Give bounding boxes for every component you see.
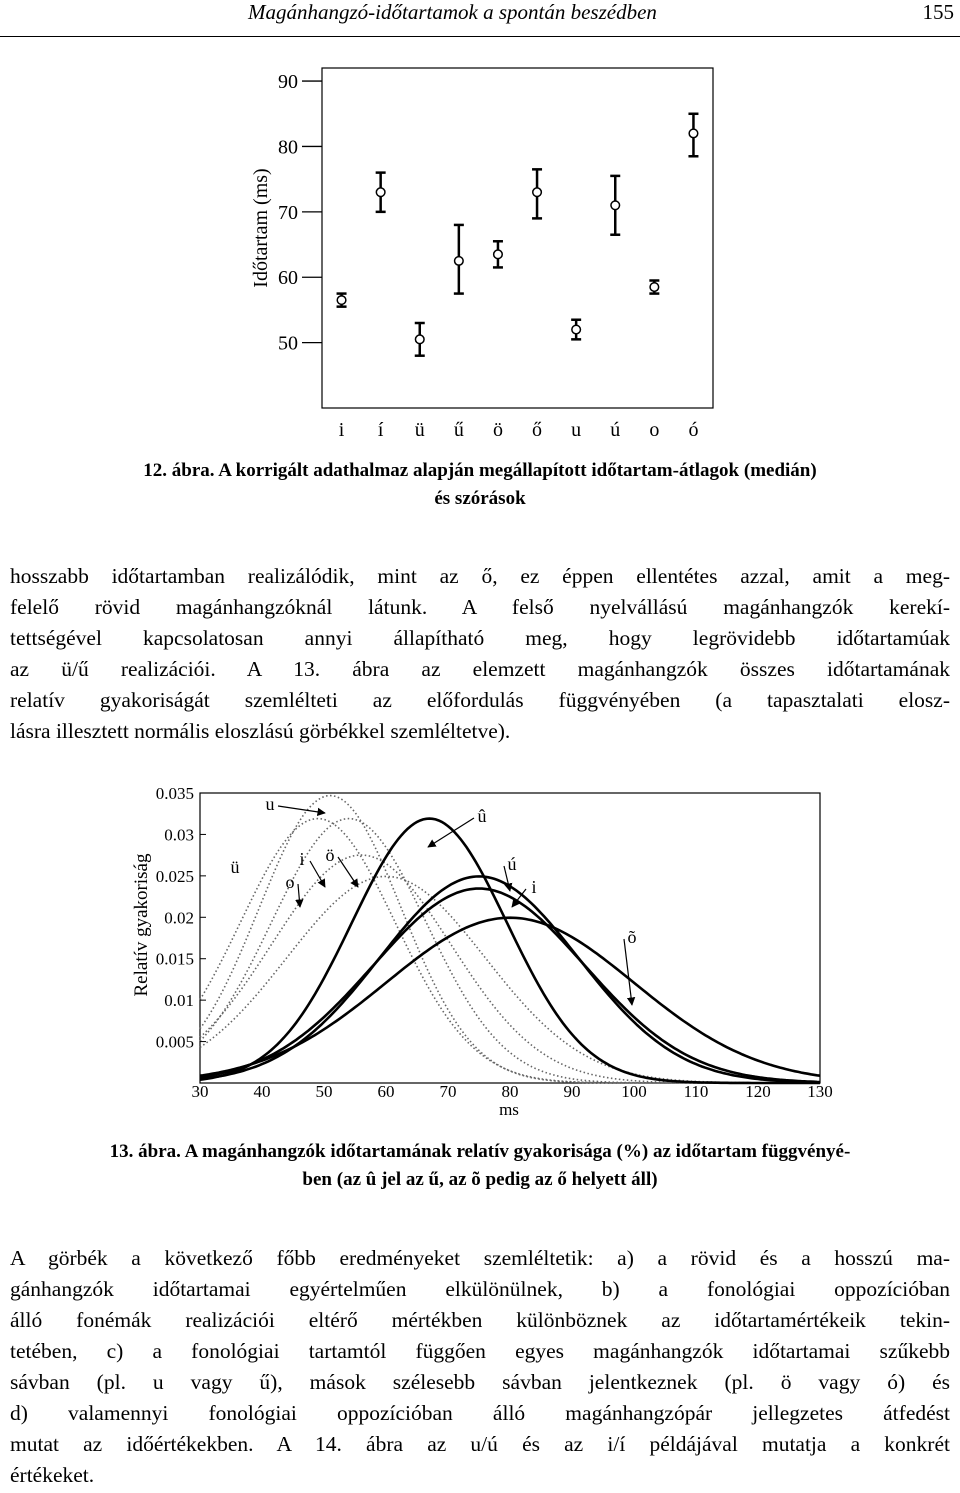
y-tick-label: 80	[278, 136, 298, 159]
median-point	[650, 283, 659, 292]
category-label: u	[571, 419, 582, 440]
category-label: ö	[492, 419, 503, 440]
figure-12-caption-line-2: és szórások	[434, 488, 526, 509]
figure-13-caption-line-2: ben (az û jel az ű, az õ pedig az ő helyett áll)	[302, 1169, 658, 1190]
paragraph-2-line: A görbék a következő főbb eredményeket szemléltetik: a) a rövid és a hosszú ma-	[10, 1246, 950, 1270]
distribution-curve	[200, 918, 820, 1076]
x-tick-label: 120	[745, 1082, 771, 1101]
paragraph-1-line: hosszabb időtartamban realizálódik, mint az ő, ez éppen ellentétes azzal, amit a meg-	[10, 564, 950, 588]
y-tick-label: 0.01	[164, 991, 194, 1011]
x-tick-label: 80	[501, 1082, 519, 1101]
y-tick-label: 0.005	[155, 1032, 194, 1052]
curve-label: û	[477, 806, 487, 826]
y-tick-label: 0.015	[155, 949, 194, 969]
curve-label-arrow	[624, 939, 632, 1005]
paragraph-1	[10, 561, 950, 747]
curve-label: ú	[507, 854, 517, 874]
x-tick-label: 100	[621, 1082, 647, 1101]
category-label: ú	[610, 419, 621, 440]
figure-12-y-axis-label: Időtartam (ms)	[250, 168, 272, 288]
category-label: ü	[414, 419, 425, 440]
y-tick-label: 50	[278, 332, 298, 355]
paragraph-2-line: d) valamennyi fonológiai oppozícióban álló magánhangzópár jellegzetes átfedést	[10, 1401, 950, 1425]
curve-label: ü	[230, 857, 240, 877]
paragraph-1-line: tettségével kapcsolatosan annyi állapítható meg, hogy legrövidebb időtartamúak	[10, 626, 950, 650]
category-label: i	[338, 419, 345, 440]
curve-label: ö	[325, 845, 335, 865]
figure-12-caption	[0, 457, 960, 513]
x-tick-label: 110	[683, 1082, 709, 1101]
median-point	[533, 188, 542, 197]
figure-12-chart	[230, 60, 720, 440]
paragraph-2-line: sávban (pl. u vagy ű), mások szélesebb sávban jelentkeznek (pl. ö vagy ó) és	[10, 1370, 950, 1394]
distribution-curve	[200, 876, 820, 1082]
figure-13-caption-line-1: 13. ábra. A magánhangzók időtartamának relatív gyakorisága (%) az időtartam függvényé-	[109, 1141, 851, 1162]
paragraph-1-line: az ü/ű realizációi. A 13. ábra az elemzett magánhangzók összes időtartamának	[10, 657, 950, 681]
x-tick-label: 130	[807, 1082, 833, 1101]
median-point	[572, 325, 581, 334]
paragraph-2-line: mutat az időértékekben. A 14. ábra az u/ú és az i/í példájával mutatja a konkrét	[10, 1432, 950, 1456]
median-point	[689, 129, 698, 138]
paragraph-1-line: lásra illesztett normális eloszlású görbékkel szemléltetve).	[10, 719, 511, 743]
paragraph-1-line: felelő rövid magánhangzóknál látunk. A felső nyelvállású magánhangzók kerekí-	[10, 595, 950, 619]
distribution-curve	[200, 796, 820, 1083]
category-label: o	[649, 419, 660, 440]
figure-13-y-axis-label: Relatív gyakoriság	[131, 853, 152, 997]
curve-label-arrow	[278, 806, 325, 813]
y-tick-label: 0.025	[155, 866, 194, 886]
paragraph-2-line: gánhangzók időtartamai egyértelműen elkülönülnek, b) a fonológiai oppozícióban	[10, 1277, 950, 1301]
figure-12-caption-line-1: 12. ábra. A korrigált adathalmaz alapján megállapított időtartam-átlagok (medián)	[143, 460, 817, 481]
running-title: Magánhangzó-időtartamok a spontán beszédben	[248, 0, 657, 24]
category-label: í	[377, 419, 384, 440]
curve-label-arrow	[338, 857, 358, 887]
y-tick-label: 90	[278, 71, 298, 94]
paragraph-2-line: álló fonémák realizációi eltérő mértékben különböznek az időtartamértékeik tekin-	[10, 1308, 950, 1332]
x-tick-label: 40	[253, 1082, 271, 1101]
x-tick-label: 70	[439, 1082, 457, 1101]
paragraph-2	[10, 1243, 950, 1491]
curve-label: i	[299, 849, 305, 869]
median-point	[376, 188, 385, 197]
y-tick-label: 60	[278, 267, 298, 290]
median-point	[494, 250, 503, 259]
curve-label: o	[285, 872, 295, 892]
paragraph-1-line: relatív gyakoriságát szemlélteti az előfordulás függvényében (a tapasztalati elosz-	[10, 688, 950, 712]
median-point	[455, 257, 464, 266]
median-point	[337, 296, 346, 305]
y-tick-label: 0.035	[155, 784, 194, 803]
curve-label: u	[265, 794, 275, 814]
y-tick-label: 70	[278, 201, 298, 224]
curve-label: õ	[627, 927, 637, 947]
curve-label: i	[531, 877, 537, 897]
x-tick-label: 60	[377, 1082, 395, 1101]
plot-frame	[200, 793, 820, 1083]
x-tick-label: 50	[315, 1082, 333, 1101]
y-tick-label: 0.02	[164, 908, 194, 928]
category-label: ő	[532, 419, 543, 440]
curve-label-arrow	[428, 818, 474, 847]
median-point	[611, 201, 620, 210]
distribution-curve	[200, 876, 820, 1083]
median-point	[415, 335, 424, 344]
page-header	[0, 0, 960, 37]
page-number: 155	[922, 0, 954, 24]
category-label: ó	[688, 419, 699, 440]
x-tick-label: 90	[563, 1082, 581, 1101]
figure-13-x-axis-label: ms	[499, 1100, 519, 1119]
figure-13-caption	[0, 1138, 960, 1194]
paragraph-2-line: értékeket.	[10, 1463, 95, 1487]
plot-frame	[322, 68, 713, 408]
curve-label-arrow	[298, 884, 300, 907]
paragraph-2-line: tetében, c) a fonológiai tartamtól függően egyes magánhangzók időtartamai szűkebb	[10, 1339, 950, 1363]
figure-13-chart	[120, 775, 850, 1125]
y-tick-label: 0.03	[164, 825, 194, 845]
x-tick-label: 30	[191, 1082, 209, 1101]
category-label: ű	[453, 419, 464, 440]
